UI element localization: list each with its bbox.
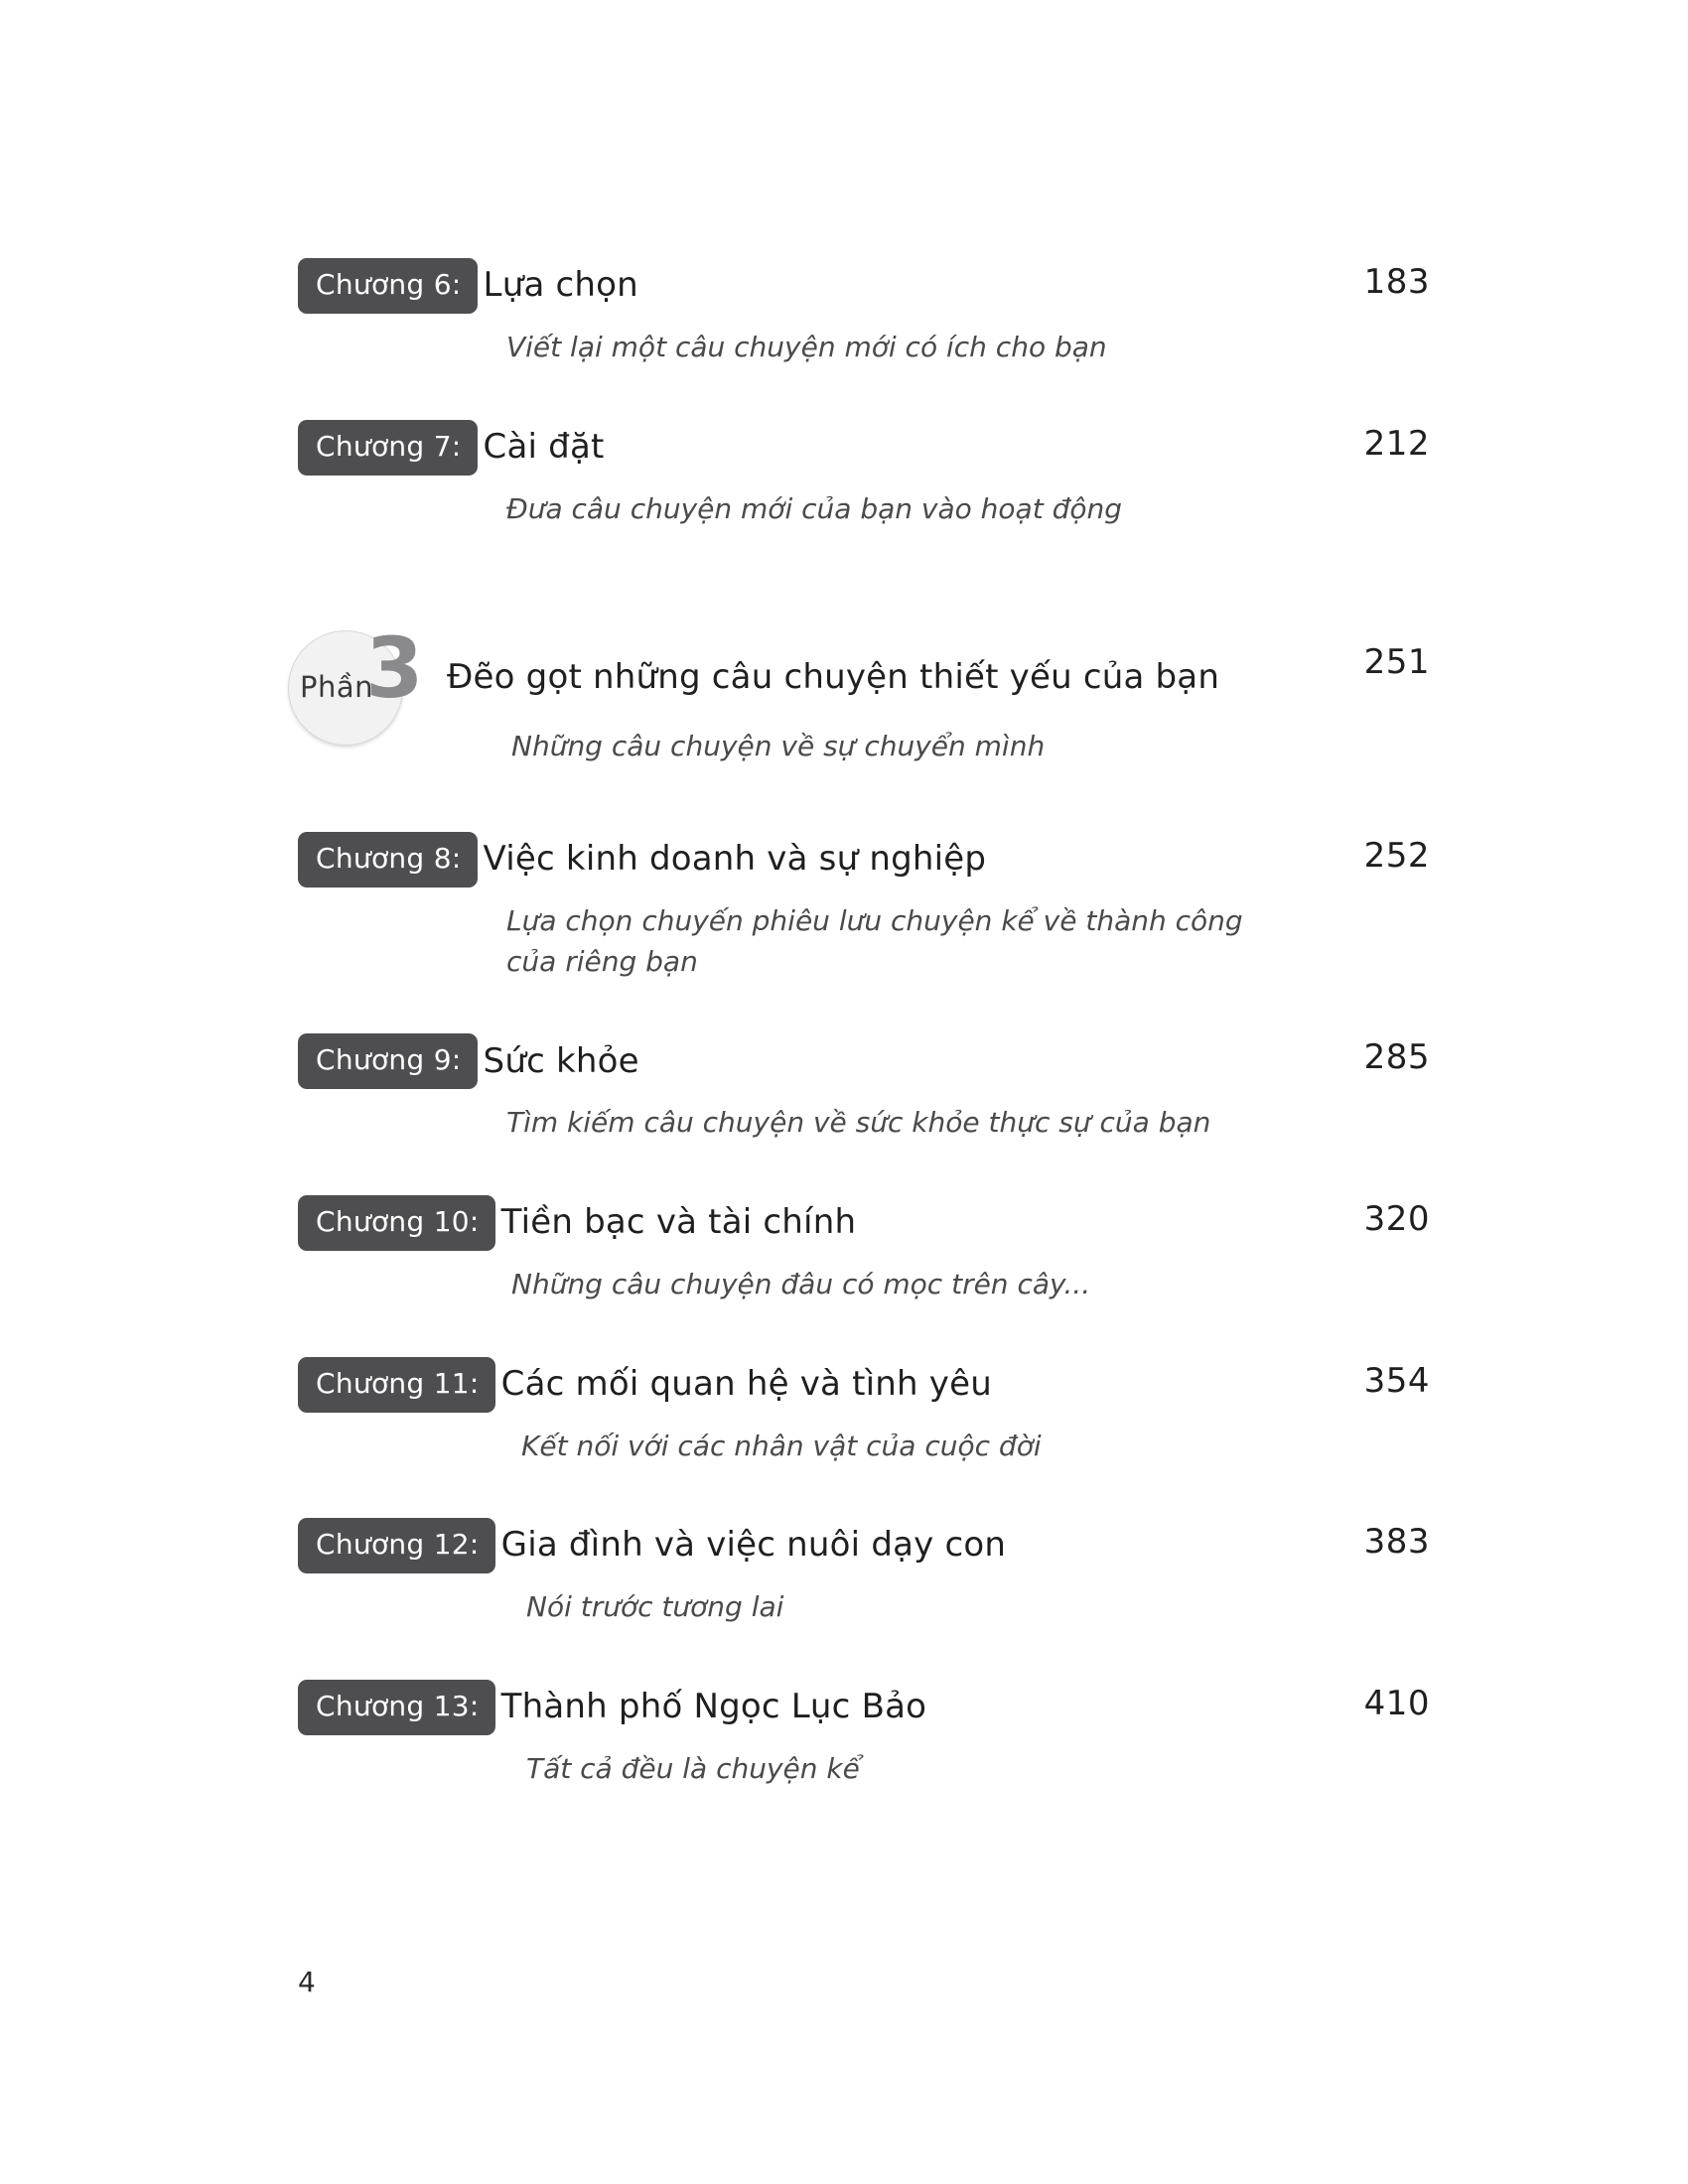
part-row	[298, 619, 1430, 718]
toc-entry-chuong-10[interactable]	[298, 1195, 1430, 1305]
page-number: 320	[1363, 1198, 1430, 1239]
toc-entry-chuong-8[interactable]	[298, 832, 1430, 982]
toc-entry-phan-3[interactable]	[298, 619, 1430, 763]
table-of-contents	[298, 258, 1430, 1789]
chapter-title: Lựa chọn	[483, 265, 638, 306]
spacer	[298, 1144, 1430, 1195]
chapter-tag: Chương 13:	[298, 1680, 495, 1735]
spacer	[298, 982, 1430, 1033]
chapter-subtitle: Những câu chuyện đâu có mọc trên cây...	[511, 1267, 1091, 1300]
chapter-tag: Chương 8:	[298, 832, 478, 887]
part-subtitle: Những câu chuyện về sự chuyển mình	[511, 730, 1046, 763]
chapter-tag: Chương 10:	[298, 1195, 495, 1251]
chapter-tag: Chương 9:	[298, 1033, 478, 1089]
chapter-subtitle: Lựa chọn chuyến phiêu lưu chuyện kể về thành công của riêng bạn	[506, 904, 1243, 978]
part-title: Đẽo gọt những câu chuyện thiết yếu của bạn	[447, 657, 1220, 698]
chapter-title: Gia đình và việc nuôi dạy con	[500, 1525, 1007, 1566]
chapter-title: Tiền bạc và tài chính	[500, 1202, 857, 1243]
chapter-title: Sức khỏe	[483, 1040, 639, 1081]
toc-entry-main	[298, 1680, 1430, 1735]
part-badge-icon	[288, 619, 424, 753]
toc-entry-chuong-6[interactable]	[298, 258, 1430, 368]
chapter-subtitle: Tìm kiếm câu chuyện về sức khỏe thực sự của bạn	[506, 1106, 1211, 1140]
spacer	[298, 1628, 1430, 1680]
toc-entry-main	[298, 1195, 1430, 1251]
toc-entry-chuong-7[interactable]	[298, 420, 1430, 530]
chapter-subtitle: Đưa câu chuyện mới của bạn vào hoạt động	[506, 491, 1122, 525]
spacer	[298, 1466, 1430, 1518]
chapter-tag: Chương 7:	[298, 420, 478, 476]
page-number: 410	[1363, 1683, 1430, 1723]
toc-entry-chuong-12[interactable]	[298, 1518, 1430, 1628]
chapter-subtitle: Tất cả đều là chuyện kể	[526, 1751, 860, 1785]
chapter-title: Các mối quan hệ và tình yêu	[500, 1363, 992, 1404]
toc-entry-main	[298, 832, 1430, 887]
page-number: 212	[1363, 423, 1430, 464]
chapter-subtitle: Nói trước tương lai	[526, 1590, 784, 1624]
chapter-tag: Chương 6:	[298, 258, 478, 314]
toc-entry-main	[298, 1033, 1430, 1089]
page-number: 183	[1363, 262, 1430, 302]
toc-entry-main	[298, 258, 1430, 314]
page-number: 383	[1363, 1522, 1430, 1563]
chapter-tag: Chương 12:	[298, 1518, 495, 1573]
chapter-tag: Chương 11:	[298, 1357, 495, 1413]
chapter-subtitle: Viết lại một câu chuyện mới có ích cho bạn	[506, 331, 1107, 363]
toc-entry-main	[298, 1357, 1430, 1413]
page-number: 251	[1363, 642, 1430, 683]
chapter-title: Việc kinh doanh và sự nghiệp	[483, 839, 987, 880]
part-label: Phần	[300, 670, 374, 705]
toc-entry-chuong-13[interactable]	[298, 1680, 1430, 1790]
page-number: 252	[1363, 836, 1430, 877]
page-number: 285	[1363, 1037, 1430, 1078]
toc-entry-chuong-11[interactable]	[298, 1357, 1430, 1467]
page-number: 354	[1363, 1360, 1430, 1401]
chapter-title: Cài đặt	[483, 426, 605, 467]
spacer	[298, 529, 1430, 638]
folio-page-number: 4	[298, 1966, 316, 1998]
toc-entry-chuong-9[interactable]	[298, 1033, 1430, 1144]
chapter-subtitle: Kết nối với các nhân vật của cuộc đời	[521, 1429, 1042, 1462]
spacer	[298, 368, 1430, 420]
toc-entry-main	[298, 420, 1430, 476]
spacer	[298, 762, 1430, 832]
part-number: 3	[365, 619, 424, 718]
chapter-title: Thành phố Ngọc Lục Bảo	[500, 1687, 927, 1727]
toc-entry-main	[298, 1518, 1430, 1573]
spacer	[298, 1305, 1430, 1357]
